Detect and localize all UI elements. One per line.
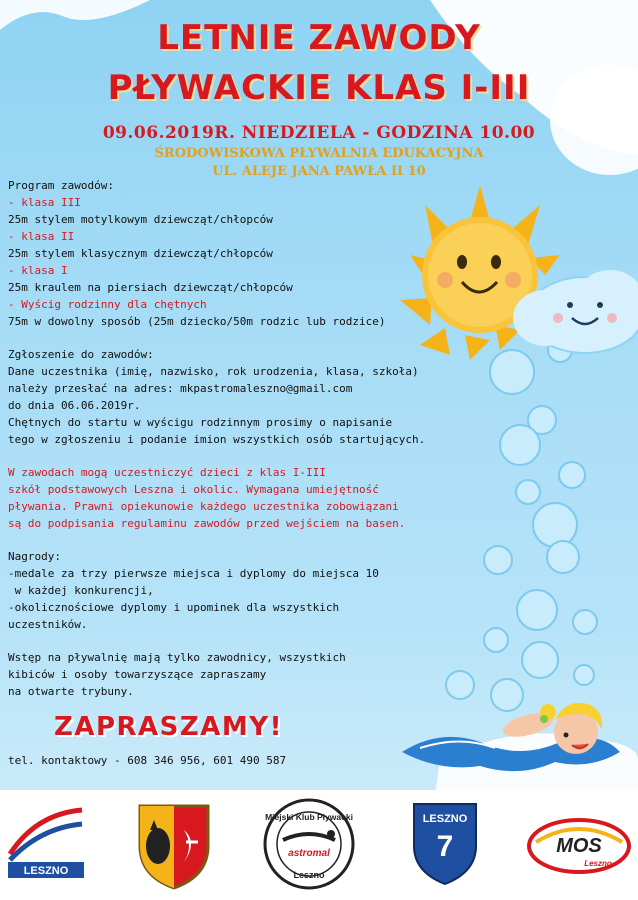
mos-leszno-logo (526, 812, 632, 880)
mos-text: MOS (556, 835, 602, 857)
venue-address: UL. ALEJE JANA PAWŁA II 10 (212, 164, 426, 179)
school-number-text: 7 (436, 830, 454, 863)
coat-of-arms-icon (136, 802, 212, 890)
program-desc: 25m stylem klasycznym dziewcząt/chłopców (8, 247, 273, 260)
registration-line: tego w zgłoszeniu i podanie imion wszystkich osób startujących. (8, 433, 426, 446)
sponsor-logos (0, 790, 638, 900)
leszno-logo (6, 804, 86, 880)
title-line-2: PŁYWACKIE KLAS I-III (107, 68, 531, 108)
title-line-1: LETNIE ZAWODY (157, 18, 481, 58)
admission-line: na otwarte trybuny. (8, 685, 134, 698)
registration-line: do dnia 06.06.2019r. (8, 399, 141, 412)
venue-name: ŚRODOWISKOWA PŁYWALNIA EDUKACYJNA (154, 146, 484, 161)
registration-line: Chętnych do startu w wyścigu rodzinnym prosimy o napisanie (8, 416, 393, 429)
admission-line: kibiców i osoby towarzyszące zapraszamy (8, 668, 267, 681)
registration-line: Dane uczestnika (imię, nazwisko, rok urodzenia, klasa, szkoła) (8, 365, 419, 378)
program-category: - klasa II (8, 230, 75, 243)
mkp-astromal-logo (255, 798, 363, 890)
mkp-brand-text: astromal (288, 848, 330, 859)
program-heading: Program zawodów: (8, 179, 114, 192)
eligibility-line: pływania. Prawni opiekunowie każdego uczestnika zobowiązani (8, 500, 399, 513)
registration-heading: Zgłoszenie do zawodów: (8, 348, 154, 361)
eligibility-line: są do podpisania regulaminu zawodów przed wejściem na basen. (8, 517, 406, 530)
eligibility-line: szkół podstawowych Leszna i okolic. Wymagana umiejętność (8, 483, 379, 496)
invitation-banner: ZAPRASZAMY! (54, 712, 283, 742)
program-category: - Wyścig rodzinny dla chętnych (8, 298, 207, 311)
registration-line: należy przesłać na adres: mkpastromaleszno@gmail.com (8, 382, 353, 395)
contact-phone: tel. kontaktowy - 608 346 956, 601 490 587 (8, 754, 287, 767)
event-date: 09.06.2019R. NIEDZIELA - GODZINA 10.00 (102, 123, 536, 143)
program-desc: 25m stylem motylkowym dziewcząt/chłopców (8, 213, 273, 226)
eligibility-line: W zawodach mogą uczestniczyć dzieci z klas I-III (8, 466, 326, 479)
prizes-line: uczestników. (8, 618, 88, 631)
prizes-line: -medale za trzy pierwsze miejsca i dyplomy do miejsca 10 (8, 567, 379, 580)
prizes-heading: Nagrody: (8, 550, 61, 563)
leszno-logo-text: LESZNO (23, 865, 69, 877)
mos-city-text: Leszno (584, 859, 612, 868)
poster-body (8, 177, 478, 700)
school-7-logo (410, 800, 480, 886)
mkp-bottom-text: Leszno (293, 870, 325, 880)
mkp-top-text: Miejski Klub Pływacki (265, 812, 353, 822)
school-top-text: LESZNO (422, 813, 468, 825)
program-category: - klasa III (8, 196, 81, 209)
program-category: - klasa I (8, 264, 68, 277)
prizes-line: -okolicznościowe dyplomy i upominek dla wszystkich (8, 601, 340, 614)
admission-line: Wstęp na pływalnię mają tylko zawodnicy, wszystkich (8, 651, 346, 664)
program-desc: 75m w dowolny sposób (25m dziecko/50m rodzic lub rodzice) (8, 315, 386, 328)
program-desc: 25m kraulem na piersiach dziewcząt/chłopców (8, 281, 293, 294)
prizes-line: w każdej konkurencji, (8, 584, 154, 597)
